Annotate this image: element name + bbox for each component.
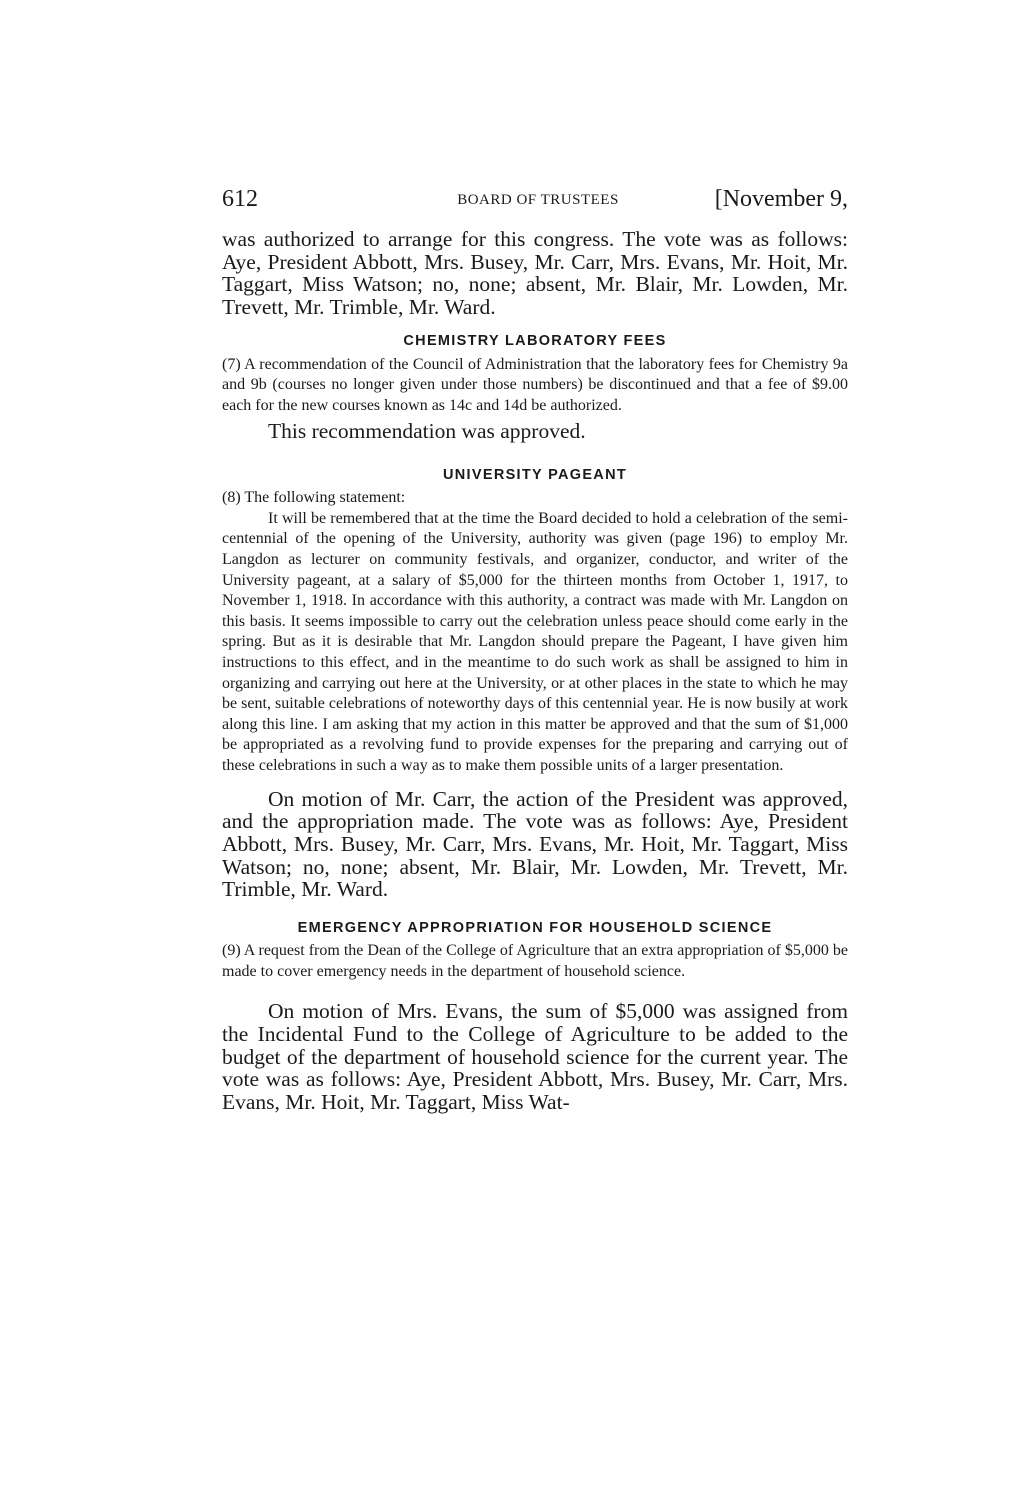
running-header [222, 186, 848, 216]
household-item: (9) A request from the Dean of the College of Agriculture that an extra appropriation of $5,000 be made to cover emergency needs in the department of household science. [222, 942, 848, 980]
running-title: BOARD OF TRUSTEES [457, 192, 619, 208]
pageant-intro: (8) The following statement: [222, 489, 406, 507]
page-number: 612 [222, 186, 258, 212]
chemistry-item: (7) A recommendation of the Council of Administration that the laboratory fees for Chemistry 9a and 9b (courses no longer given under those numbers) be discontinued and that a fee of $9.00 each for the new courses known as 14c and 14d be authorized. [222, 355, 848, 414]
household-heading: EMERGENCY APPROPRIATION FOR HOUSEHOLD SCIENCE [297, 920, 773, 937]
pageant-result: On motion of Mr. Carr, the action of the President was approved, and the appropriation made. The vote was as follows: Aye, President Abbott, Mrs. Busey, Mr. Carr, Mrs. Evans, Mr. Hoit, Mr. Taggart, Miss Watson; no, none; absent, Mr. Blair, Mr. Lowden, Mr. Trevett, Mr. Trimble, Mr. Ward. [222, 786, 848, 902]
chemistry-heading: CHEMISTRY LABORATORY FEES [403, 332, 667, 349]
pageant-statement: It will be remembered that at the time the Board decided to hold a celebration of the semi-centennial of the opening of the University, authority was given (page 196) to employ Mr. Langdon as lecturer on community festivals, and organizer, conductor, and writer of the University pageant, at a salary of $5,000 for the thirteen months from October 1, 1917, to November 1, 1918. In accordance with this authority, a contract was made with Mr. Langdon on this basis. It seems impossible to carry out the celebration unless peace should come early in the spring. But as it is desirable that Mr. Langdon should prepare the Pageant, I have given him instructions to this effect, and in the meantime to do such work as shall be assigned to him in organizing and carrying out here at the University, or at other places in the state to which he may be sent, suitable celebrations of noteworthy days of this centennial year. He is now busily at work along this line. I am asking that my action in this matter be approved and that the sum of $1,000 be appropriated as a revolving fund to provide expenses for the preparing and carrying out of these celebrations in such a way as to make them possible units of a larger presentation. [222, 509, 848, 775]
running-date: [November 9, [714, 186, 848, 212]
vote-paragraph: was authorized to arrange for this congress. The vote was as follows: Aye, President Abbott, Mrs. Busey, Mr. Carr, Mrs. Evans, Mr. Hoit, Mr. Taggart, Miss Watson; no, none; absent, Mr. Blair, Mr. Lowden, Mr. Trevett, Mr. Trimble, Mr. Ward. [222, 227, 848, 320]
page-body [222, 228, 848, 1114]
pageant-heading: UNIVERSITY PAGEANT [443, 467, 627, 484]
household-result: On motion of Mrs. Evans, the sum of $5,000 was assigned from the Incidental Fund to the College of Agriculture to be added to the budget of the department of household science for the current year. The vote was as follows: Aye, President Abbott, Mrs. Busey, Mr. Carr, Mrs. Evans, Mr. Hoit, Mr. Taggart, Miss Wat- [222, 999, 848, 1115]
chemistry-result: This recommendation was approved. [268, 418, 586, 443]
